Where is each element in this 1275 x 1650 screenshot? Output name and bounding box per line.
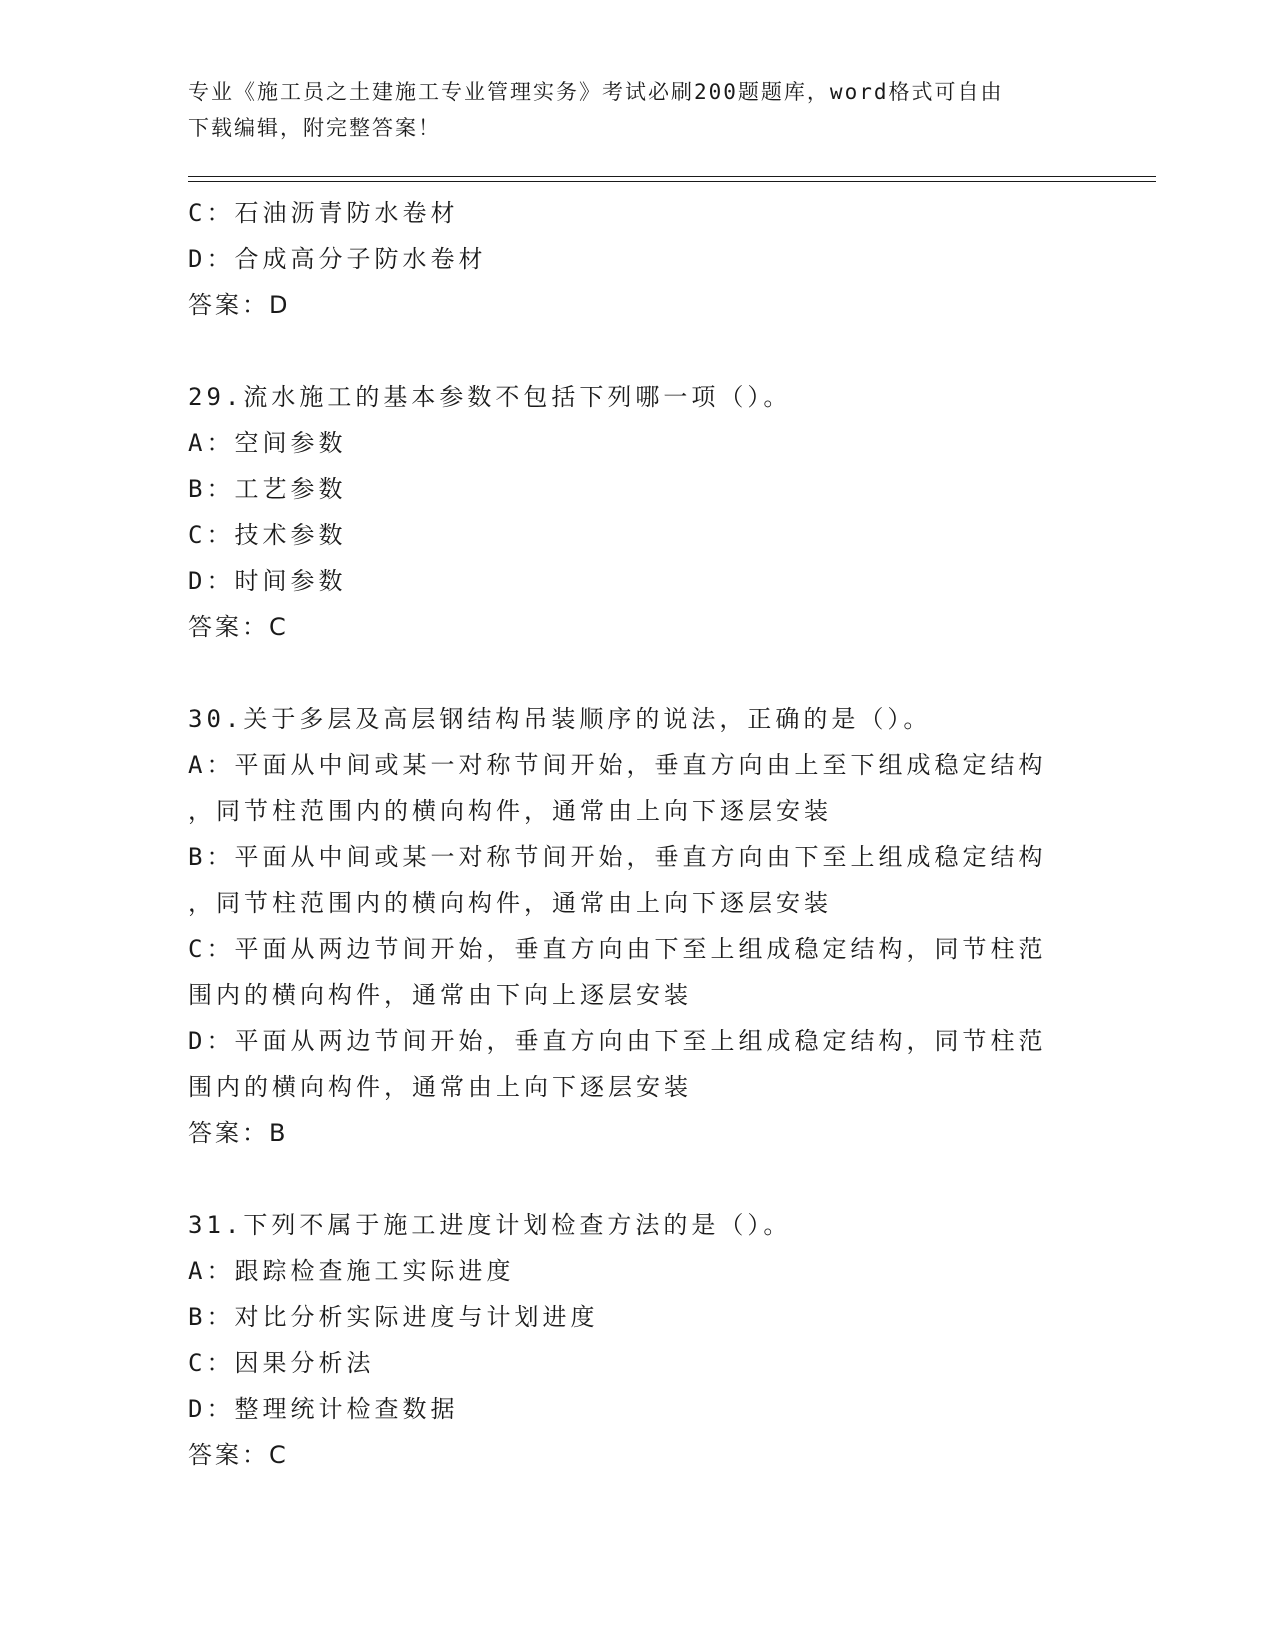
question-stem: 29.流水施工的基本参数不包括下列哪一项（）。 xyxy=(188,383,792,411)
option-b: B：工艺参数 xyxy=(188,475,347,503)
option-d-line-1: D：平面从两边节间开始，垂直方向由下至上组成稳定结构，同节柱范 xyxy=(188,1027,1047,1055)
question-block-31 xyxy=(188,1202,1088,1478)
question-stem: 30.关于多层及高层钢结构吊装顺序的说法，正确的是（）。 xyxy=(188,705,932,733)
option-c: C：石油沥青防水卷材 xyxy=(188,199,459,227)
option-a: A：空间参数 xyxy=(188,429,347,457)
spacer xyxy=(188,650,1088,696)
option-b-line-1: B：平面从中间或某一对称节间开始，垂直方向由下至上组成稳定结构 xyxy=(188,843,1047,871)
option-d: D：整理统计检查数据 xyxy=(188,1395,459,1423)
header-line-1: 专业《施工员之土建施工专业管理实务》考试必刷200题题库，word格式可自由 xyxy=(188,80,1004,104)
spacer xyxy=(188,1156,1088,1202)
answer: 答案：C xyxy=(188,613,289,641)
header-line-2: 下载编辑，附完整答案！ xyxy=(188,116,441,140)
option-d: D：时间参数 xyxy=(188,567,347,595)
question-stem: 31.下列不属于施工进度计划检查方法的是（）。 xyxy=(188,1211,792,1239)
option-a-line-1: A：平面从中间或某一对称节间开始，垂直方向由上至下组成稳定结构 xyxy=(188,751,1047,779)
option-c-line-1: C：平面从两边节间开始，垂直方向由下至上组成稳定结构，同节柱范 xyxy=(188,935,1047,963)
spacer xyxy=(188,328,1088,374)
question-block-28 xyxy=(188,190,1088,328)
option-a-line-2: ，同节柱范围内的横向构件，通常由上向下逐层安装 xyxy=(188,797,832,825)
question-list xyxy=(188,190,1088,1478)
option-a: A：跟踪检查施工实际进度 xyxy=(188,1257,515,1285)
header-rule-bottom xyxy=(188,181,1156,182)
answer: 答案：B xyxy=(188,1119,289,1147)
option-b-line-2: ，同节柱范围内的横向构件，通常由上向下逐层安装 xyxy=(188,889,832,917)
option-d: D：合成高分子防水卷材 xyxy=(188,245,487,273)
answer: 答案：C xyxy=(188,1441,289,1469)
option-c: C：技术参数 xyxy=(188,521,347,549)
option-b: B：对比分析实际进度与计划进度 xyxy=(188,1303,599,1331)
question-block-30 xyxy=(188,696,1088,1156)
question-block-29 xyxy=(188,374,1088,650)
option-d-line-2: 围内的横向构件，通常由上向下逐层安装 xyxy=(188,1073,692,1101)
document-header xyxy=(188,74,1088,146)
header-rule-top xyxy=(188,176,1156,177)
option-c-line-2: 围内的横向构件，通常由下向上逐层安装 xyxy=(188,981,692,1009)
answer: 答案：D xyxy=(188,291,291,319)
option-c: C：因果分析法 xyxy=(188,1349,375,1377)
